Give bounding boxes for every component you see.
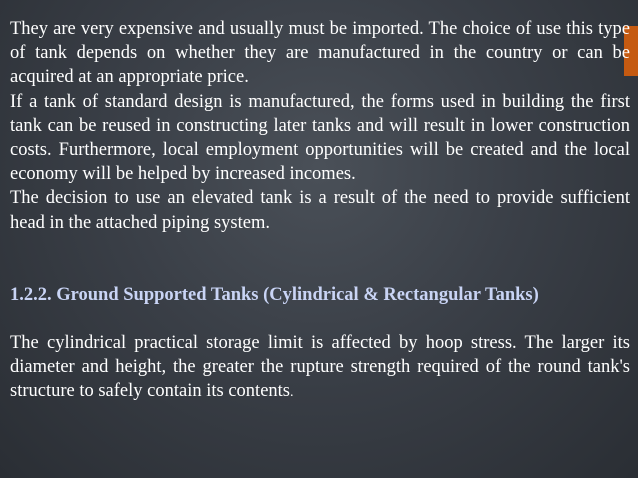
paragraph-standard-design: If a tank of standard design is manufactured, the forms used in building the first tank can be reused in constructing later tanks and will result in lower construction costs. Furthermore, local employment opportunities will be created and the local economy will be helped by increased incomes. [10,91,630,185]
paragraph-hoop-stress-text: The cylindrical practical storage limit is affected by hoop stress. The larger its diameter and height, the greater the rupture strength required of the round tank's structure to safely contain its contents [10,333,630,402]
paragraph-hoop-stress [10,331,630,406]
paragraph-elevated-tank: The decision to use an elevated tank is a result of the need to provide sufficient head in the attached piping system. [10,188,630,233]
spacer [10,235,630,283]
paragraph-hoop-stress-period: . [290,385,294,401]
section-heading: 1.2.2. Ground Supported Tanks (Cylindrical & Rectangular Tanks) [10,284,539,305]
paragraph-import-cost: They are very expensive and usually must be imported. The choice of use this type of tank depends on whether they are manufactured in the country or can be acquired at an appropriate price. [10,19,630,88]
spacer [10,307,630,331]
slide-content [10,17,630,406]
